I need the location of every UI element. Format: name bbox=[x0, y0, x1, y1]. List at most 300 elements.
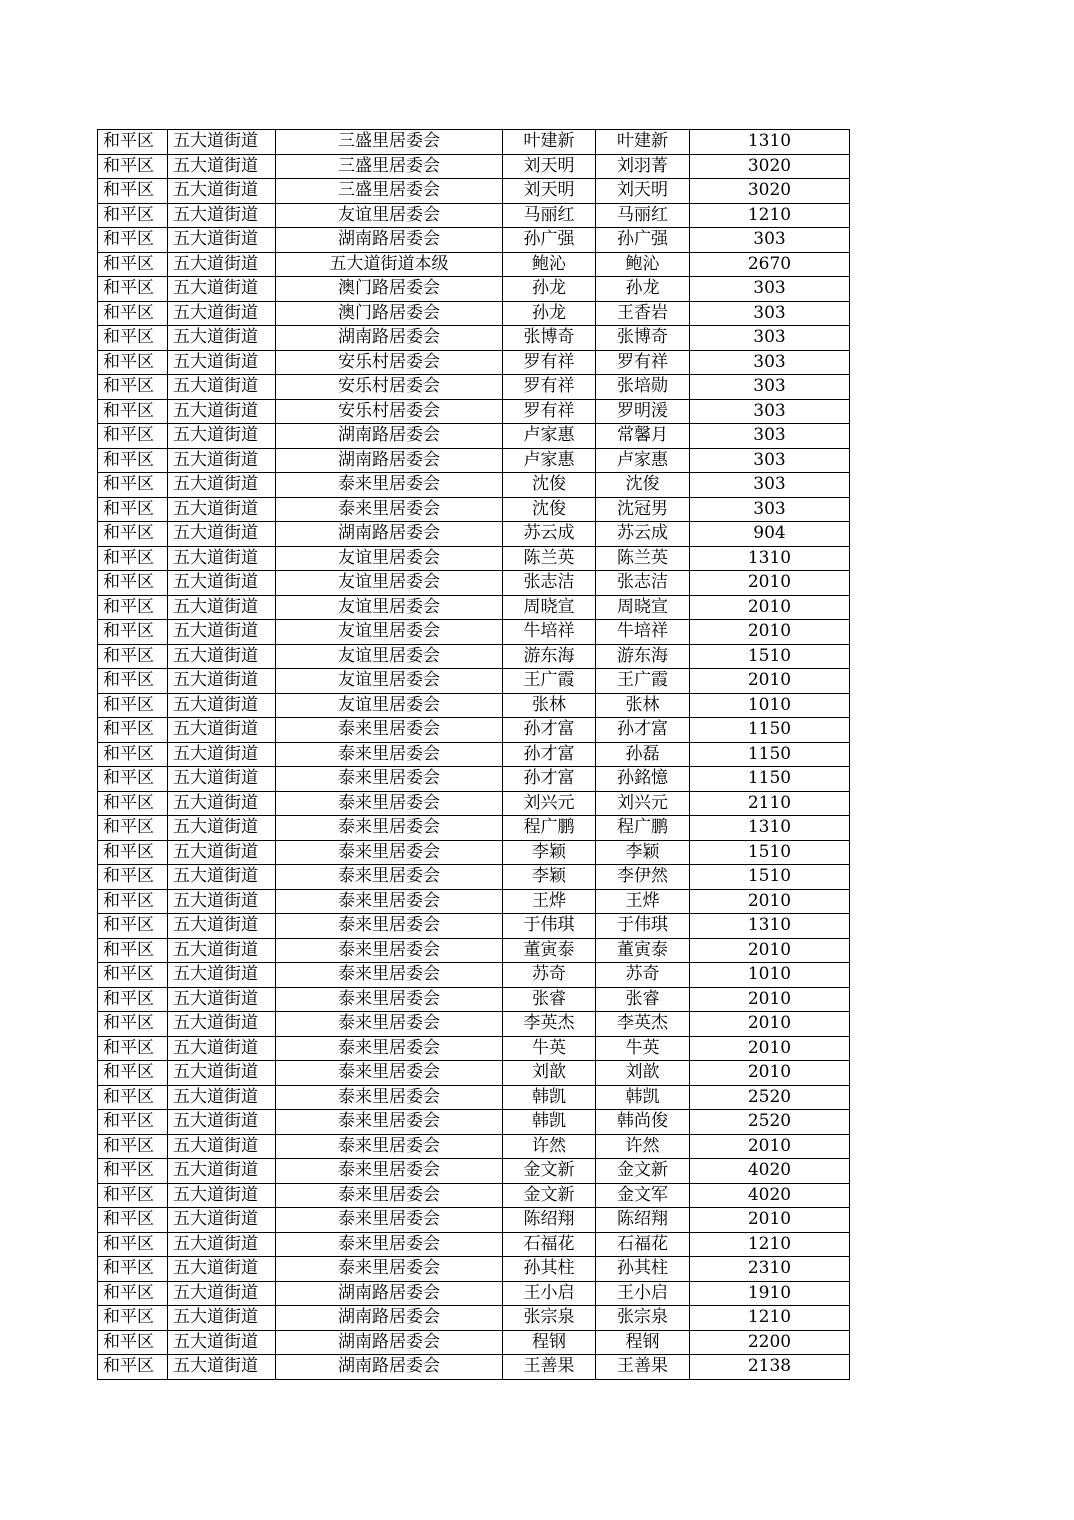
community-cell: 湖南路居委会 bbox=[276, 1355, 503, 1380]
amount-cell: 303 bbox=[690, 375, 850, 400]
amount-cell: 2670 bbox=[690, 252, 850, 277]
member-cell: 陈绍翔 bbox=[596, 1208, 690, 1233]
member-cell: 陈兰英 bbox=[596, 546, 690, 571]
table-row bbox=[98, 424, 850, 449]
district-cell: 和平区 bbox=[98, 1281, 168, 1306]
head-cell: 孙广强 bbox=[503, 228, 596, 253]
table-row bbox=[98, 1036, 850, 1061]
street-cell: 五大道街道 bbox=[168, 399, 276, 424]
community-cell: 泰来里居委会 bbox=[276, 938, 503, 963]
community-cell: 泰来里居委会 bbox=[276, 767, 503, 792]
head-cell: 程广鹏 bbox=[503, 816, 596, 841]
community-cell: 泰来里居委会 bbox=[276, 1159, 503, 1184]
table-row bbox=[98, 889, 850, 914]
district-cell: 和平区 bbox=[98, 1355, 168, 1380]
head-cell: 李颖 bbox=[503, 840, 596, 865]
amount-cell: 1310 bbox=[690, 546, 850, 571]
amount-cell: 303 bbox=[690, 326, 850, 351]
head-cell: 陈绍翔 bbox=[503, 1208, 596, 1233]
head-cell: 王广霞 bbox=[503, 669, 596, 694]
street-cell: 五大道街道 bbox=[168, 791, 276, 816]
community-cell: 湖南路居委会 bbox=[276, 424, 503, 449]
district-cell: 和平区 bbox=[98, 571, 168, 596]
table-row bbox=[98, 1085, 850, 1110]
community-cell: 湖南路居委会 bbox=[276, 1330, 503, 1355]
head-cell: 罗有祥 bbox=[503, 399, 596, 424]
amount-cell: 2010 bbox=[690, 1012, 850, 1037]
head-cell: 张林 bbox=[503, 693, 596, 718]
street-cell: 五大道街道 bbox=[168, 1061, 276, 1086]
district-cell: 和平区 bbox=[98, 522, 168, 547]
amount-cell: 1150 bbox=[690, 742, 850, 767]
member-cell: 沈俊 bbox=[596, 473, 690, 498]
table-row bbox=[98, 497, 850, 522]
member-cell: 韩凯 bbox=[596, 1085, 690, 1110]
community-cell: 泰来里居委会 bbox=[276, 963, 503, 988]
table-row bbox=[98, 791, 850, 816]
community-cell: 泰来里居委会 bbox=[276, 1208, 503, 1233]
table-row bbox=[98, 350, 850, 375]
amount-cell: 303 bbox=[690, 424, 850, 449]
street-cell: 五大道街道 bbox=[168, 718, 276, 743]
table-row bbox=[98, 938, 850, 963]
head-cell: 刘兴元 bbox=[503, 791, 596, 816]
table-row bbox=[98, 130, 850, 155]
district-cell: 和平区 bbox=[98, 865, 168, 890]
table-row bbox=[98, 252, 850, 277]
amount-cell: 303 bbox=[690, 228, 850, 253]
member-cell: 韩尚俊 bbox=[596, 1110, 690, 1135]
district-cell: 和平区 bbox=[98, 938, 168, 963]
amount-cell: 3020 bbox=[690, 179, 850, 204]
community-cell: 泰来里居委会 bbox=[276, 718, 503, 743]
community-cell: 安乐村居委会 bbox=[276, 399, 503, 424]
community-cell: 湖南路居委会 bbox=[276, 522, 503, 547]
table-row bbox=[98, 1159, 850, 1184]
head-cell: 石福花 bbox=[503, 1232, 596, 1257]
table-row bbox=[98, 546, 850, 571]
street-cell: 五大道街道 bbox=[168, 1036, 276, 1061]
amount-cell: 1910 bbox=[690, 1281, 850, 1306]
member-cell: 孙才富 bbox=[596, 718, 690, 743]
community-cell: 友谊里居委会 bbox=[276, 693, 503, 718]
member-cell: 游东海 bbox=[596, 644, 690, 669]
member-cell: 牛培祥 bbox=[596, 620, 690, 645]
district-cell: 和平区 bbox=[98, 767, 168, 792]
member-cell: 罗明湲 bbox=[596, 399, 690, 424]
member-cell: 孙广强 bbox=[596, 228, 690, 253]
table-row bbox=[98, 840, 850, 865]
district-cell: 和平区 bbox=[98, 816, 168, 841]
member-cell: 牛英 bbox=[596, 1036, 690, 1061]
head-cell: 许然 bbox=[503, 1134, 596, 1159]
table-row bbox=[98, 448, 850, 473]
table-row bbox=[98, 987, 850, 1012]
table-row bbox=[98, 1110, 850, 1135]
table-row bbox=[98, 522, 850, 547]
table-row bbox=[98, 914, 850, 939]
street-cell: 五大道街道 bbox=[168, 154, 276, 179]
table-row bbox=[98, 375, 850, 400]
head-cell: 王善果 bbox=[503, 1355, 596, 1380]
member-cell: 王烨 bbox=[596, 889, 690, 914]
street-cell: 五大道街道 bbox=[168, 1232, 276, 1257]
amount-cell: 4020 bbox=[690, 1183, 850, 1208]
amount-cell: 2520 bbox=[690, 1085, 850, 1110]
district-cell: 和平区 bbox=[98, 252, 168, 277]
table-row bbox=[98, 1012, 850, 1037]
amount-cell: 1210 bbox=[690, 1232, 850, 1257]
community-cell: 湖南路居委会 bbox=[276, 326, 503, 351]
community-cell: 泰来里居委会 bbox=[276, 1257, 503, 1282]
amount-cell: 4020 bbox=[690, 1159, 850, 1184]
district-cell: 和平区 bbox=[98, 1257, 168, 1282]
community-cell: 三盛里居委会 bbox=[276, 154, 503, 179]
community-cell: 泰来里居委会 bbox=[276, 1012, 503, 1037]
community-cell: 湖南路居委会 bbox=[276, 448, 503, 473]
table-row bbox=[98, 1330, 850, 1355]
community-cell: 泰来里居委会 bbox=[276, 816, 503, 841]
amount-cell: 1010 bbox=[690, 963, 850, 988]
street-cell: 五大道街道 bbox=[168, 595, 276, 620]
community-cell: 友谊里居委会 bbox=[276, 644, 503, 669]
member-cell: 李伊然 bbox=[596, 865, 690, 890]
community-cell: 泰来里居委会 bbox=[276, 742, 503, 767]
community-cell: 安乐村居委会 bbox=[276, 350, 503, 375]
table-row bbox=[98, 742, 850, 767]
table-row bbox=[98, 669, 850, 694]
member-cell: 董寅泰 bbox=[596, 938, 690, 963]
street-cell: 五大道街道 bbox=[168, 1085, 276, 1110]
member-cell: 金文新 bbox=[596, 1159, 690, 1184]
district-cell: 和平区 bbox=[98, 718, 168, 743]
table-row bbox=[98, 399, 850, 424]
head-cell: 王烨 bbox=[503, 889, 596, 914]
member-cell: 张宗泉 bbox=[596, 1306, 690, 1331]
street-cell: 五大道街道 bbox=[168, 350, 276, 375]
member-cell: 常馨月 bbox=[596, 424, 690, 449]
street-cell: 五大道街道 bbox=[168, 277, 276, 302]
district-cell: 和平区 bbox=[98, 840, 168, 865]
amount-cell: 1510 bbox=[690, 840, 850, 865]
amount-cell: 2310 bbox=[690, 1257, 850, 1282]
member-cell: 张博奇 bbox=[596, 326, 690, 351]
district-cell: 和平区 bbox=[98, 644, 168, 669]
community-cell: 澳门路居委会 bbox=[276, 301, 503, 326]
street-cell: 五大道街道 bbox=[168, 179, 276, 204]
amount-cell: 1310 bbox=[690, 914, 850, 939]
table-body bbox=[98, 130, 850, 1380]
street-cell: 五大道街道 bbox=[168, 326, 276, 351]
member-cell: 卢家惠 bbox=[596, 448, 690, 473]
community-cell: 湖南路居委会 bbox=[276, 228, 503, 253]
district-cell: 和平区 bbox=[98, 595, 168, 620]
amount-cell: 1210 bbox=[690, 203, 850, 228]
district-cell: 和平区 bbox=[98, 473, 168, 498]
member-cell: 刘兴元 bbox=[596, 791, 690, 816]
community-cell: 泰来里居委会 bbox=[276, 1085, 503, 1110]
table-row bbox=[98, 1183, 850, 1208]
head-cell: 张博奇 bbox=[503, 326, 596, 351]
street-cell: 五大道街道 bbox=[168, 693, 276, 718]
community-cell: 泰来里居委会 bbox=[276, 889, 503, 914]
community-cell: 泰来里居委会 bbox=[276, 914, 503, 939]
head-cell: 刘天明 bbox=[503, 179, 596, 204]
amount-cell: 2010 bbox=[690, 1208, 850, 1233]
amount-cell: 2010 bbox=[690, 620, 850, 645]
district-cell: 和平区 bbox=[98, 130, 168, 155]
district-cell: 和平区 bbox=[98, 1208, 168, 1233]
head-cell: 卢家惠 bbox=[503, 424, 596, 449]
head-cell: 叶建新 bbox=[503, 130, 596, 155]
table-row bbox=[98, 865, 850, 890]
community-cell: 友谊里居委会 bbox=[276, 546, 503, 571]
head-cell: 韩凯 bbox=[503, 1110, 596, 1135]
community-cell: 泰来里居委会 bbox=[276, 865, 503, 890]
district-cell: 和平区 bbox=[98, 1134, 168, 1159]
member-cell: 张林 bbox=[596, 693, 690, 718]
district-cell: 和平区 bbox=[98, 350, 168, 375]
member-cell: 罗有祥 bbox=[596, 350, 690, 375]
member-cell: 马丽红 bbox=[596, 203, 690, 228]
community-cell: 湖南路居委会 bbox=[276, 1306, 503, 1331]
table-row bbox=[98, 1061, 850, 1086]
head-cell: 鲍沁 bbox=[503, 252, 596, 277]
member-cell: 张志洁 bbox=[596, 571, 690, 596]
amount-cell: 2010 bbox=[690, 889, 850, 914]
community-cell: 友谊里居委会 bbox=[276, 669, 503, 694]
amount-cell: 1310 bbox=[690, 130, 850, 155]
street-cell: 五大道街道 bbox=[168, 1257, 276, 1282]
street-cell: 五大道街道 bbox=[168, 1134, 276, 1159]
district-cell: 和平区 bbox=[98, 669, 168, 694]
amount-cell: 303 bbox=[690, 277, 850, 302]
street-cell: 五大道街道 bbox=[168, 497, 276, 522]
table-row bbox=[98, 767, 850, 792]
street-cell: 五大道街道 bbox=[168, 865, 276, 890]
head-cell: 苏奇 bbox=[503, 963, 596, 988]
member-cell: 刘歆 bbox=[596, 1061, 690, 1086]
street-cell: 五大道街道 bbox=[168, 914, 276, 939]
member-cell: 程广鹏 bbox=[596, 816, 690, 841]
head-cell: 程钢 bbox=[503, 1330, 596, 1355]
amount-cell: 904 bbox=[690, 522, 850, 547]
street-cell: 五大道街道 bbox=[168, 816, 276, 841]
head-cell: 李颖 bbox=[503, 865, 596, 890]
amount-cell: 2010 bbox=[690, 595, 850, 620]
community-cell: 泰来里居委会 bbox=[276, 1183, 503, 1208]
amount-cell: 3020 bbox=[690, 154, 850, 179]
district-cell: 和平区 bbox=[98, 326, 168, 351]
head-cell: 金文新 bbox=[503, 1159, 596, 1184]
table-row bbox=[98, 963, 850, 988]
street-cell: 五大道街道 bbox=[168, 963, 276, 988]
district-cell: 和平区 bbox=[98, 963, 168, 988]
street-cell: 五大道街道 bbox=[168, 424, 276, 449]
district-cell: 和平区 bbox=[98, 424, 168, 449]
district-cell: 和平区 bbox=[98, 1110, 168, 1135]
table-row bbox=[98, 154, 850, 179]
amount-cell: 303 bbox=[690, 399, 850, 424]
district-cell: 和平区 bbox=[98, 889, 168, 914]
street-cell: 五大道街道 bbox=[168, 1183, 276, 1208]
street-cell: 五大道街道 bbox=[168, 546, 276, 571]
street-cell: 五大道街道 bbox=[168, 1110, 276, 1135]
street-cell: 五大道街道 bbox=[168, 1355, 276, 1380]
community-cell: 泰来里居委会 bbox=[276, 1232, 503, 1257]
amount-cell: 1150 bbox=[690, 767, 850, 792]
table-row bbox=[98, 301, 850, 326]
table-row bbox=[98, 644, 850, 669]
table-row bbox=[98, 179, 850, 204]
head-cell: 孙才富 bbox=[503, 742, 596, 767]
head-cell: 苏云成 bbox=[503, 522, 596, 547]
head-cell: 孙其柱 bbox=[503, 1257, 596, 1282]
table-row bbox=[98, 473, 850, 498]
district-cell: 和平区 bbox=[98, 1183, 168, 1208]
district-cell: 和平区 bbox=[98, 448, 168, 473]
district-cell: 和平区 bbox=[98, 620, 168, 645]
street-cell: 五大道街道 bbox=[168, 228, 276, 253]
amount-cell: 2010 bbox=[690, 1036, 850, 1061]
community-cell: 泰来里居委会 bbox=[276, 791, 503, 816]
table-row bbox=[98, 326, 850, 351]
amount-cell: 303 bbox=[690, 473, 850, 498]
street-cell: 五大道街道 bbox=[168, 1306, 276, 1331]
member-cell: 王广霞 bbox=[596, 669, 690, 694]
member-cell: 王小启 bbox=[596, 1281, 690, 1306]
table-row bbox=[98, 1134, 850, 1159]
head-cell: 刘天明 bbox=[503, 154, 596, 179]
data-table bbox=[97, 129, 850, 1380]
head-cell: 刘歆 bbox=[503, 1061, 596, 1086]
amount-cell: 303 bbox=[690, 301, 850, 326]
district-cell: 和平区 bbox=[98, 154, 168, 179]
member-cell: 叶建新 bbox=[596, 130, 690, 155]
table-row bbox=[98, 693, 850, 718]
street-cell: 五大道街道 bbox=[168, 987, 276, 1012]
street-cell: 五大道街道 bbox=[168, 473, 276, 498]
head-cell: 韩凯 bbox=[503, 1085, 596, 1110]
district-cell: 和平区 bbox=[98, 1330, 168, 1355]
district-cell: 和平区 bbox=[98, 1306, 168, 1331]
table-row bbox=[98, 1257, 850, 1282]
district-cell: 和平区 bbox=[98, 987, 168, 1012]
table-row bbox=[98, 1232, 850, 1257]
district-cell: 和平区 bbox=[98, 693, 168, 718]
community-cell: 泰来里居委会 bbox=[276, 473, 503, 498]
amount-cell: 2010 bbox=[690, 669, 850, 694]
table-row bbox=[98, 1208, 850, 1233]
street-cell: 五大道街道 bbox=[168, 1208, 276, 1233]
district-cell: 和平区 bbox=[98, 1036, 168, 1061]
community-cell: 友谊里居委会 bbox=[276, 620, 503, 645]
community-cell: 友谊里居委会 bbox=[276, 571, 503, 596]
member-cell: 刘羽菁 bbox=[596, 154, 690, 179]
district-cell: 和平区 bbox=[98, 1232, 168, 1257]
table-row bbox=[98, 203, 850, 228]
head-cell: 罗有祥 bbox=[503, 375, 596, 400]
community-cell: 三盛里居委会 bbox=[276, 130, 503, 155]
community-cell: 三盛里居委会 bbox=[276, 179, 503, 204]
table-row bbox=[98, 1281, 850, 1306]
member-cell: 张睿 bbox=[596, 987, 690, 1012]
district-cell: 和平区 bbox=[98, 228, 168, 253]
head-cell: 张志洁 bbox=[503, 571, 596, 596]
street-cell: 五大道街道 bbox=[168, 889, 276, 914]
head-cell: 于伟琪 bbox=[503, 914, 596, 939]
district-cell: 和平区 bbox=[98, 914, 168, 939]
community-cell: 泰来里居委会 bbox=[276, 497, 503, 522]
amount-cell: 2010 bbox=[690, 1061, 850, 1086]
table-row bbox=[98, 277, 850, 302]
district-cell: 和平区 bbox=[98, 1159, 168, 1184]
community-cell: 泰来里居委会 bbox=[276, 1134, 503, 1159]
district-cell: 和平区 bbox=[98, 497, 168, 522]
district-cell: 和平区 bbox=[98, 1012, 168, 1037]
street-cell: 五大道街道 bbox=[168, 203, 276, 228]
street-cell: 五大道街道 bbox=[168, 448, 276, 473]
head-cell: 孙才富 bbox=[503, 767, 596, 792]
street-cell: 五大道街道 bbox=[168, 1281, 276, 1306]
district-cell: 和平区 bbox=[98, 742, 168, 767]
amount-cell: 1510 bbox=[690, 865, 850, 890]
member-cell: 鲍沁 bbox=[596, 252, 690, 277]
district-cell: 和平区 bbox=[98, 1061, 168, 1086]
community-cell: 泰来里居委会 bbox=[276, 987, 503, 1012]
head-cell: 游东海 bbox=[503, 644, 596, 669]
head-cell: 卢家惠 bbox=[503, 448, 596, 473]
member-cell: 孙磊 bbox=[596, 742, 690, 767]
table-row bbox=[98, 718, 850, 743]
member-cell: 金文军 bbox=[596, 1183, 690, 1208]
head-cell: 牛英 bbox=[503, 1036, 596, 1061]
table-row bbox=[98, 571, 850, 596]
table-row bbox=[98, 1306, 850, 1331]
table-row bbox=[98, 595, 850, 620]
member-cell: 苏奇 bbox=[596, 963, 690, 988]
head-cell: 孙龙 bbox=[503, 301, 596, 326]
street-cell: 五大道街道 bbox=[168, 375, 276, 400]
street-cell: 五大道街道 bbox=[168, 767, 276, 792]
community-cell: 五大道街道本级 bbox=[276, 252, 503, 277]
head-cell: 罗有祥 bbox=[503, 350, 596, 375]
street-cell: 五大道街道 bbox=[168, 1012, 276, 1037]
head-cell: 沈俊 bbox=[503, 473, 596, 498]
district-cell: 和平区 bbox=[98, 399, 168, 424]
member-cell: 孙其柱 bbox=[596, 1257, 690, 1282]
table-row bbox=[98, 816, 850, 841]
member-cell: 苏云成 bbox=[596, 522, 690, 547]
member-cell: 王香岩 bbox=[596, 301, 690, 326]
amount-cell: 303 bbox=[690, 497, 850, 522]
head-cell: 王小启 bbox=[503, 1281, 596, 1306]
head-cell: 张睿 bbox=[503, 987, 596, 1012]
street-cell: 五大道街道 bbox=[168, 669, 276, 694]
head-cell: 沈俊 bbox=[503, 497, 596, 522]
street-cell: 五大道街道 bbox=[168, 301, 276, 326]
amount-cell: 1310 bbox=[690, 816, 850, 841]
head-cell: 张宗泉 bbox=[503, 1306, 596, 1331]
community-cell: 泰来里居委会 bbox=[276, 1036, 503, 1061]
head-cell: 陈兰英 bbox=[503, 546, 596, 571]
district-cell: 和平区 bbox=[98, 1085, 168, 1110]
member-cell: 孙銘憶 bbox=[596, 767, 690, 792]
community-cell: 湖南路居委会 bbox=[276, 1281, 503, 1306]
amount-cell: 1150 bbox=[690, 718, 850, 743]
member-cell: 孙龙 bbox=[596, 277, 690, 302]
member-cell: 石福花 bbox=[596, 1232, 690, 1257]
